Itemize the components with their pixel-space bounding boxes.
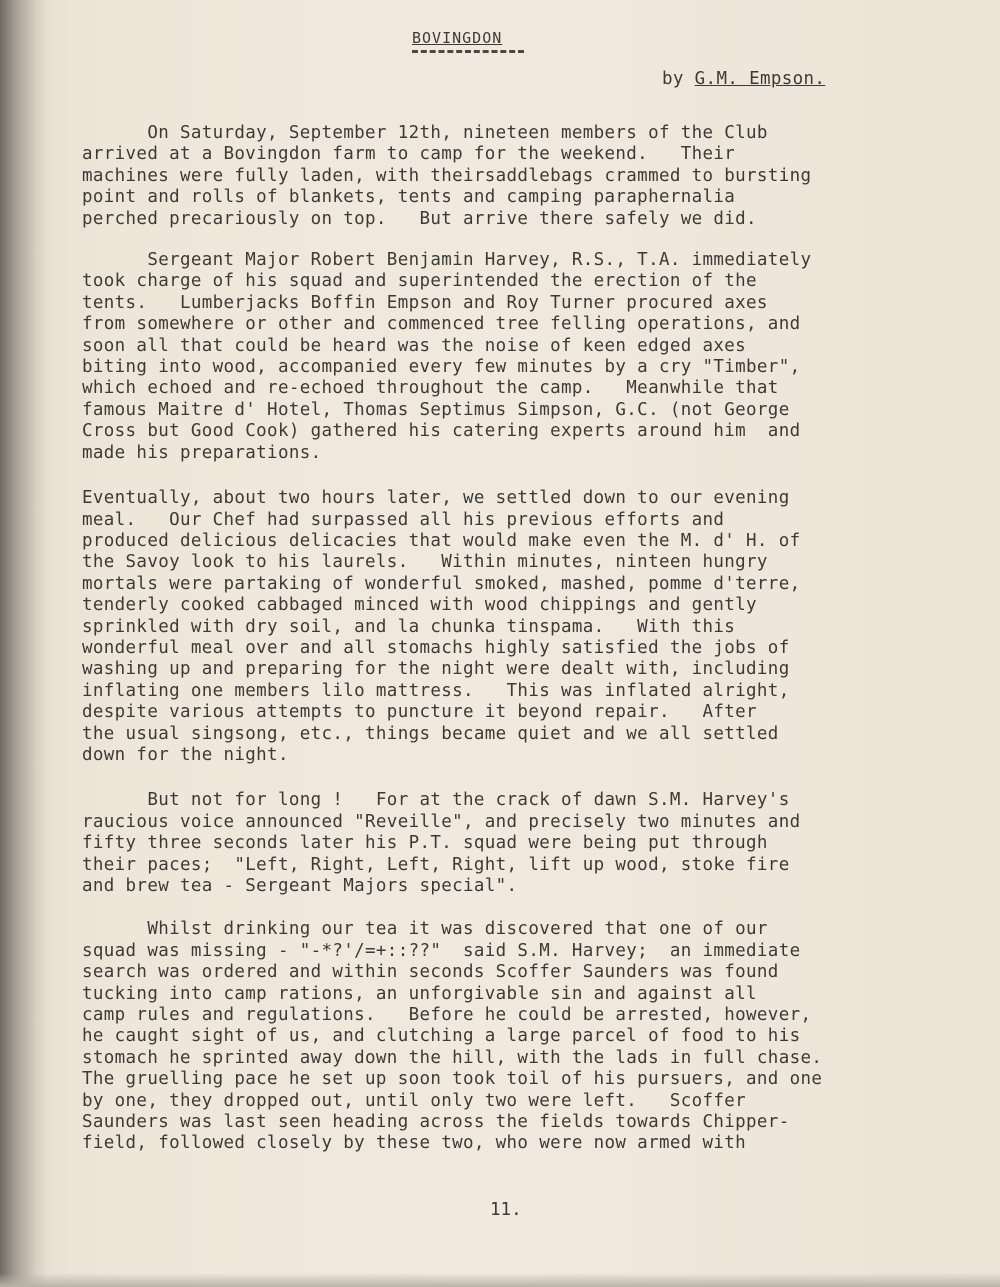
paragraph-2: Sergeant Major Robert Benjamin Harvey, R.S., T.A. immediately took charge of his squad and superintended the erection of the tents. Lumberjacks Boffin Empson and Roy Turner procured axes from somewhere or other and commenced tree felling operations, and soon all that could be heard was the noise of keen edged axes biting into wood, accompanied every few minutes by a cry "Timber", which echoed and re-echoed throughout the camp. Meanwhile that famous Maitre d' Hotel, Thomas Septimus Simpson, G.C. (not George Cross but Good Cook) gathered his catering experts around him and made his preparations. (82, 250, 812, 463)
article-body (82, 22, 942, 1155)
page-number: 11. (490, 1200, 522, 1220)
byline-author: G.M. Empson. (694, 69, 826, 89)
paragraph-3: Eventually, about two hours later, we settled down to our evening meal. Our Chef had surpassed all his previous efforts and produced delicious delicacies that would make even the M. d' H. of the Savoy look to his laurels. Within minutes, ninteen hungry mortals were partaking of wonderful smoked, mashed, pomme d'terre, tenderly cooked cabbaged minced with wood chippings and gently sprinkled with dry soil, and la chunka tinspama. With this wonderful meal over and all stomachs highly satisfied the jobs of washing up and preparing for the night were dealt with, including inflating one members lilo mattress. This was inflated alright, despite various attempts to puncture it beyond repair. After the usual singsong, etc., things became quiet and we all settled down for the night. (82, 488, 801, 765)
page-title: BOVINGDON (412, 29, 503, 47)
paragraph-1: On Saturday, September 12th, nineteen members of the Club arrived at a Bovingdon farm to camp for the weekend. Their machines were fully laden, with theirsaddlebags crammed to bursting point and rolls of blankets, tents and camping paraphernalia perched precariously on top. But arrive there safely we did. (82, 123, 812, 229)
page-bottom-edge (0, 1273, 1000, 1287)
paragraph-5: Whilst drinking our tea it was discovered that one of our squad was missing - "-*?'/=+::??" said S.M. Harvey; an immediate search was ordered and within seconds Scoffer Saunders was found tucking into camp rations, an unforgivable sin and against all camp rules and regulations. Before he could be arrested, however, he caught sight of us, and clutching a large parcel of food to his stomach he sprinted away down the hill, with the lads in full chase. The gruelling pace he set up soon took toil of his pursuers, and one by one, they dropped out, until only two were left. Scoffer Saunders was last seen heading across the fields towards Chipper- field, followed closely by these two, who were now armed with (82, 919, 823, 1154)
paragraph-4: But not for long ! For at the crack of dawn S.M. Harvey's raucious voice announced "Reveille", and precisely two minutes and fifty three seconds later his P.T. squad were being put through their paces; "Left, Right, Left, Right, lift up wood, stoke fire and brew tea - Sergeant Majors special". (82, 790, 801, 896)
byline-prefix: by (662, 69, 695, 89)
title-divider (412, 50, 524, 53)
binding-shadow (0, 0, 48, 1287)
byline (662, 67, 942, 91)
